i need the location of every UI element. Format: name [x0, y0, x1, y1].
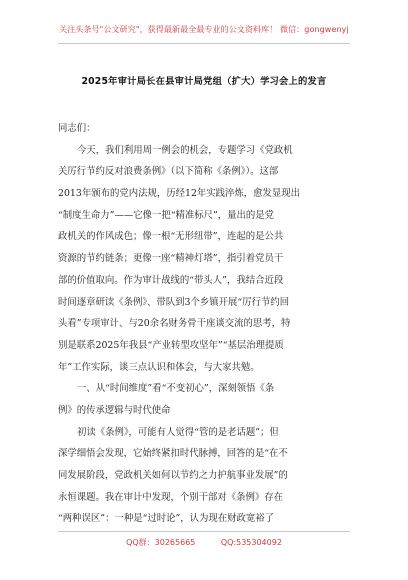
- body-line: “两种误区”：一种是“过时论”，认为现在财政宽裕了: [58, 513, 275, 525]
- body-line: 政机关的作风成色；像一根“无形纽带”，连起的是公共: [58, 231, 284, 243]
- header-divider: [58, 43, 350, 44]
- body-line: 初读《条例》，可能有人觉得“管的是老话题”；但: [77, 426, 279, 438]
- document-title: 2025年审计局长在县审计局党组（扩大）学习会上的发言: [81, 76, 327, 87]
- body-line: 时间逐章研读《条例》、带队到3个乡镇开展“厉行节约回: [58, 296, 290, 308]
- body-line: 深学细悟会发现，它始终紧扣时代脉搏，回答的是“在不: [58, 448, 288, 460]
- body-line: 一、从“时间维度”看“不变初心”，深刻领悟《条: [77, 383, 275, 395]
- body-line: 头看”专项审计、与20余名财务骨干座谈交流的思考，特: [58, 318, 291, 330]
- body-line: 永恒课题。我在审计中发现，个别干部对《条例》存在: [58, 491, 284, 503]
- body-line: 2013年颁布的党内法规，历经12年实践淬炼，愈发显现出: [58, 188, 301, 200]
- contact-footer: [0, 537, 408, 548]
- body-line: 例》的传承逻辑与时代使命: [58, 404, 171, 416]
- qq-number: QQ:535304092: [220, 538, 282, 547]
- body-line: “制度生命力”——它像一把“精准标尺”，量出的是党: [58, 209, 275, 221]
- body-line: 今天，我们利用周一例会的机会，专题学习《党政机: [77, 144, 293, 156]
- footer-divider: [58, 531, 350, 532]
- source-banner: 关注头条号"公文研究"，获得最新最全最专业的公文资料库！ 微信：gongwenyj: [59, 25, 349, 34]
- body-line: 部的价值取向。作为审计战线的“带头人”，我结合近段: [58, 274, 284, 286]
- body-line: 同发展阶段，党政机关如何以节约之力护航事业发展”的: [58, 470, 288, 481]
- body-line: 关厉行节约反对浪费条例》（以下简称《条例》）。这部: [58, 166, 279, 178]
- document-body: [58, 118, 350, 530]
- body-line: 同志们：: [58, 123, 96, 134]
- body-line: 资源的节约链条；更像一座“精神灯塔”，指引着党员干: [58, 253, 284, 265]
- body-line: 别是联系2025年我县“产业转型攻坚年”“基层治理提质: [58, 339, 284, 351]
- body-line: 年”工作实际，谈三点认识和体会，与大家共勉。: [58, 361, 260, 373]
- qq-group-number: QQ群：30265665: [126, 538, 196, 547]
